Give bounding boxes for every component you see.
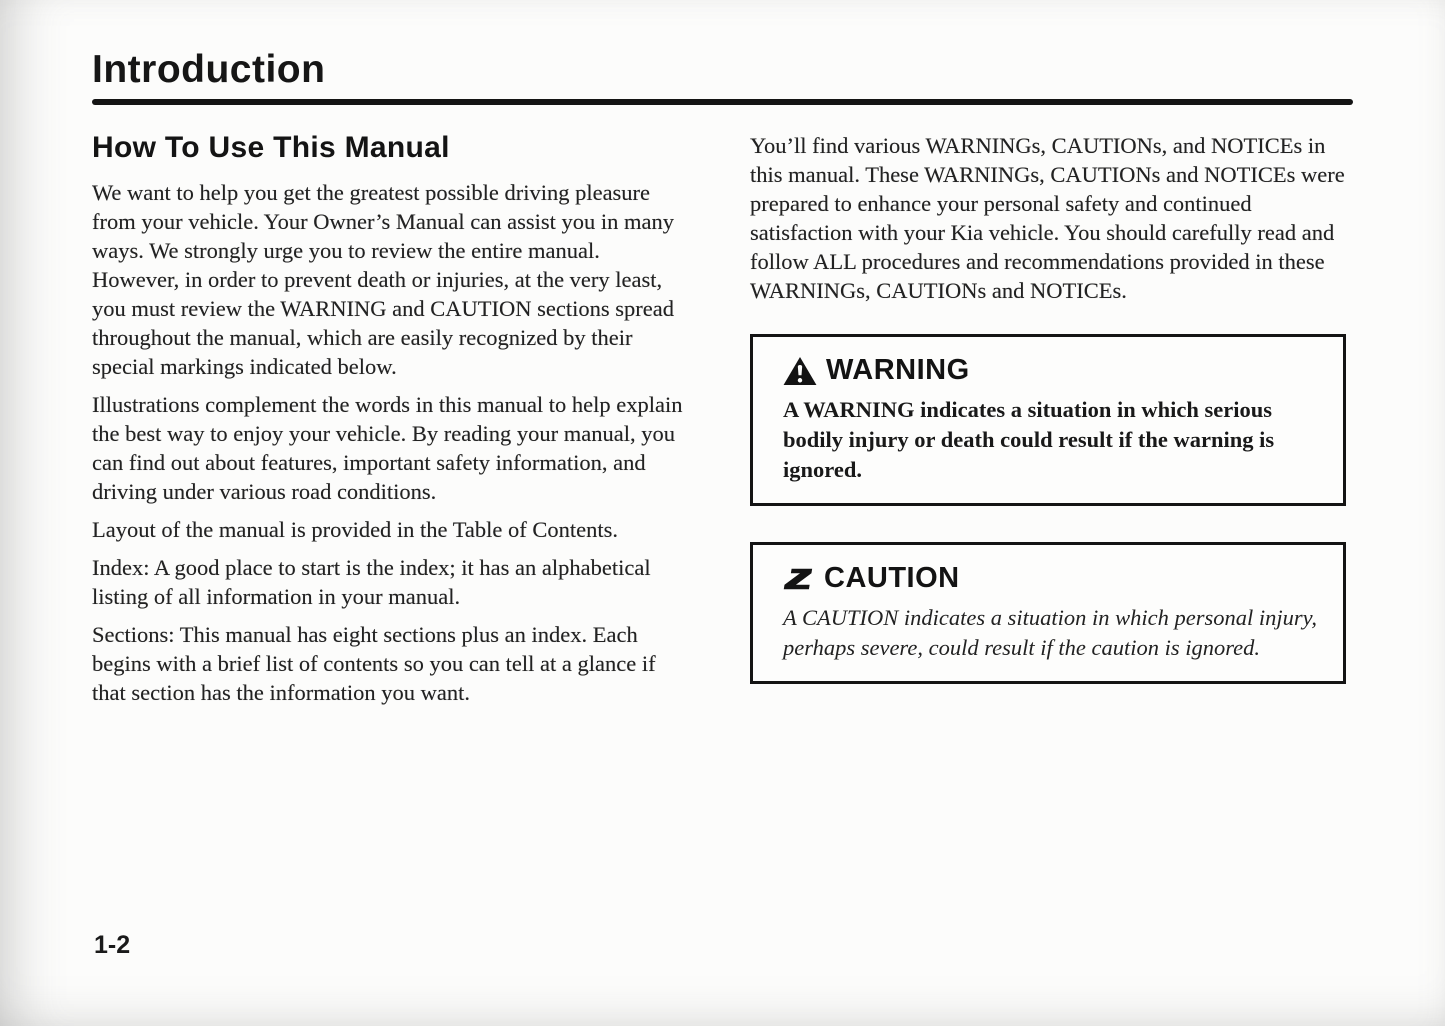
warning-box-header [783,354,1323,387]
paragraph-layout: Layout of the manual is provided in the Table of Contents. [92,517,619,542]
warning-title: WARNING [826,354,970,386]
left-column [92,131,692,716]
paragraph-index: Index: A good place to start is the index; it has an alphabetical listing of all information in your manual. [92,555,651,609]
warning-box [750,334,1346,506]
paragraph-sections: Sections: This manual has eight sections plus an index. Each begins with a brief list of contents so you can tell at a glance if that section has the information you want. [92,622,656,705]
page-number: 1-2 [94,931,131,959]
right-column [750,131,1358,684]
warning-triangle-icon [783,356,817,386]
paragraph-how-to-use: We want to help you get the greatest possible driving pleasure from your vehicle. Your Owner’s Manual can assist you in many ways. We strongly urge you to review the entire manual. However, in order to prevent death or injuries, at the very least, you must review the WARNING and CAUTION sections spread throughout the manual, which are easily recognized by their special markings indicated below. [92,180,674,379]
caution-box-header [783,562,1323,595]
title-rule [92,99,1353,105]
warning-body: A WARNING indicates a situation in which serious bodily injury or death could result if the warning is ignored. [783,397,1275,482]
caution-title: CAUTION [824,562,960,594]
section-heading: How To Use This Manual [92,131,450,164]
caution-body: A CAUTION indicates a situation in which personal injury, perhaps severe, could result if the caution is ignored. [783,605,1317,660]
caution-stripe-icon [783,565,815,593]
page-title: Introduction [92,48,326,91]
paragraph-warnings-intro: You’ll find various WARNINGs, CAUTIONs, and NOTICEs in this manual. These WARNINGs, CAUTIONs and NOTICEs were prepared to enhance your personal safety and continued satisfaction with your Kia vehicle. You should carefully read and follow ALL procedures and recommendations provided in these WARNINGs, CAUTIONs and NOTICEs. [750,133,1345,303]
right-column-text [750,131,1358,305]
caution-box [750,542,1346,684]
left-column-text [92,178,692,707]
paragraph-illustrations: Illustrations complement the words in this manual to help explain the best way to enjoy your vehicle. By reading your manual, you can find out about features, important safety information, and driving under various road conditions. [92,392,683,504]
